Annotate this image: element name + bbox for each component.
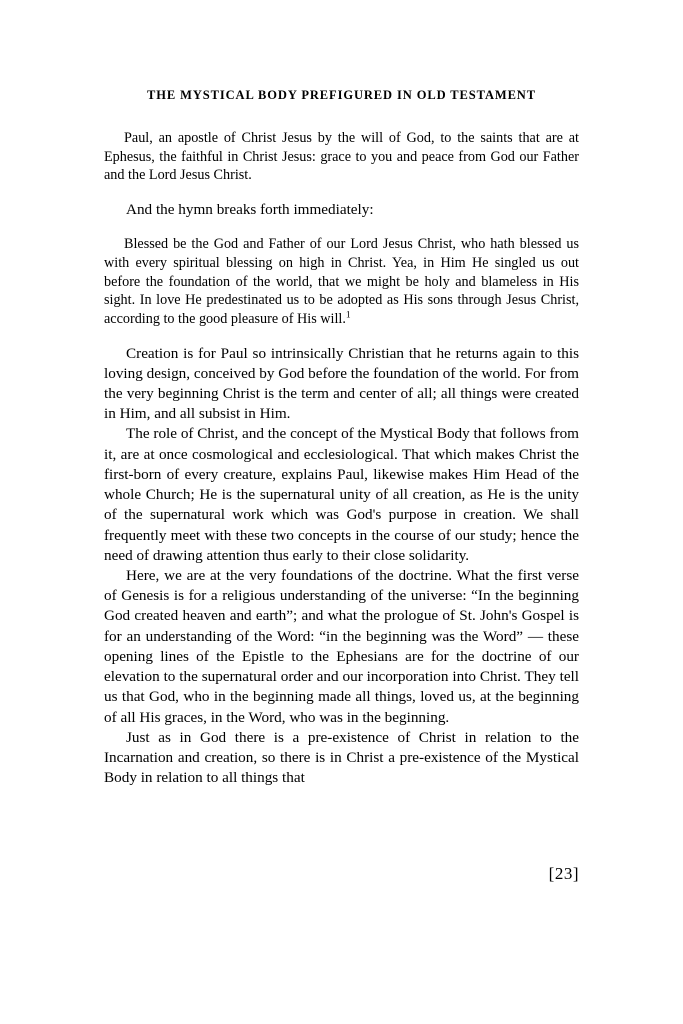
paragraph-spacer — [104, 329, 579, 344]
text-column — [104, 129, 579, 788]
paragraph-spacer — [104, 220, 579, 235]
block-quote-hymn — [104, 235, 579, 328]
paragraph-role-of-christ: The role of Christ, and the concept of the Mystical Body that follows from it, are at once cosmological and ecclesiological. That which makes Christ the first-born of every creature, explains Paul, likewise makes Him Head of the whole Church; He is the supernatural unity of all creation, as He is the unity of the supernatural work which was God's purpose in creation. We shall frequently meet with these two concepts in the course of our study; hence the need of drawing attention thus early to their close solidarity. — [104, 425, 579, 564]
paragraph-spacer — [104, 185, 579, 200]
block-quote-hymn-text: Blessed be the God and Father of our Lord Jesus Christ, who hath blessed us with every spiritual blessing on high in Christ. Yea, in Him He singled us out before the foundation of the world, that we might be holy and blameless in His sight. In love He predestinated us to be adopted as His sons through Jesus Christ, according to the good pleasure of His will. — [104, 236, 579, 327]
lead-in-sentence: And the hymn breaks forth immediately: — [126, 201, 374, 219]
footnote-reference: 1 — [345, 310, 351, 321]
block-quote-opening-epistle: Paul, an apostle of Christ Jesus by the will of God, to the saints that are at Ephesus, the faithful in Christ Jesus: grace to you and peace from God our Father and the Lord Jesus Christ. — [104, 130, 579, 184]
paragraph-foundations: Here, we are at the very foundations of the doctrine. What the first verse of Genesis is for a religious understanding of the universe: “In the beginning God created heaven and earth”; and what the prologue of St. John's Gospel is for an understanding of the Word: “in the beginning was the Word” — these opening lines of the Epistle to the Ephesians are for the doctrine of our elevation to the supernatural order and our incorporation into Christ. They tell us that God, who in the beginning made all things, loved us, at the beginning of all His graces, in the Word, who was in the beginning. — [104, 567, 579, 726]
running-head: THE MYSTICAL BODY PREFIGURED IN OLD TESTAMENT — [147, 88, 536, 102]
page-number: [23] — [548, 864, 579, 883]
paragraph-creation: Creation is for Paul so intrinsically Christian that he returns again to this loving design, conceived by God before the foundation of the world. For from the very beginning Christ is the term and center of all; all things were created in Him, and all subsist in Him. — [104, 344, 579, 423]
paragraph-pre-existence: Just as in God there is a pre-existence of Christ in relation to the Incarnation and creation, so there is in Christ a pre-existence of the Mystical Body in relation to all things that — [104, 728, 579, 787]
